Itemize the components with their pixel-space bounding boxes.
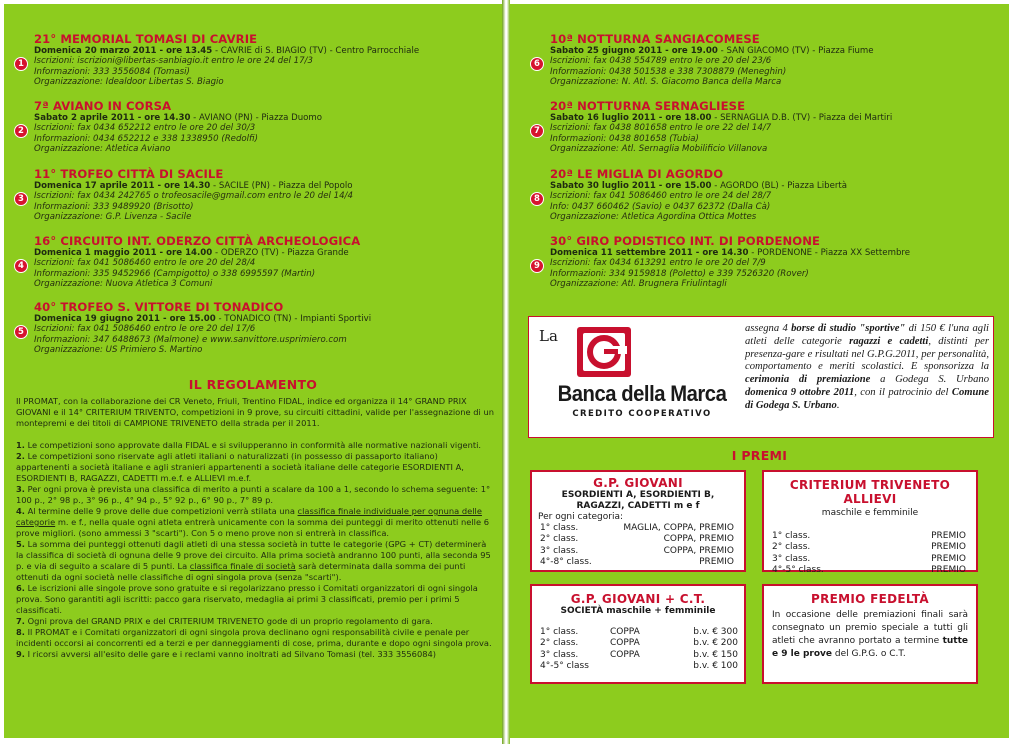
event-registration: Iscrizioni: iscrizioni@libertas-sanbiagio.it entro le ore 24 del 17/3 bbox=[34, 56, 313, 67]
event-registration: Iscrizioni: fax 041 5086460 entro le ore 24 del 28/7 bbox=[550, 191, 772, 202]
event-organization: Organizzazione: Atletica Agordina Ottica Mottes bbox=[550, 212, 757, 223]
event-8 bbox=[534, 167, 1009, 223]
rule-item: 1. Le competizioni sono approvate dalla FIDAL e si svilupperanno in conformità alle normative nazionali vigenti. bbox=[16, 440, 482, 450]
prize-box-gp-giovani bbox=[530, 470, 746, 572]
event-title: 30° GIRO PODISTICO INT. DI PORDENONE bbox=[550, 234, 821, 248]
event-date-place bbox=[550, 46, 1009, 56]
rule-item: 8. Il PROMAT e i Comitati organizzatori di ogni singola prova declinano ogni responsabilità civile e penale per incidenti occorsi ai concorrenti ed a terzi e per danneggiamenti di cose, prima, durante e dopo ogni singola prova. bbox=[16, 627, 492, 648]
sponsor-description: assegna 4 borse di studio "sportive" di 150 € l'una agli atleti delle categorie ragazzi e cadetti, distinti per presenza-gare e risultati nel G.P.G.2011, per personalità, comportamento e meriti scolastici. E sponsorizza la cerimonia di premiazione a Godega S. Urbano domenica 9 ottobre 2011, con il patrocinio del Comune di Godega S. Urbano. bbox=[745, 323, 989, 411]
event-place: - AGORDO (BL) - Piazza Libertà bbox=[711, 181, 848, 191]
event-registration: Iscrizioni: fax 041 5086460 entro le ore 20 del 28/4 bbox=[34, 258, 256, 269]
premi-title: I PREMI bbox=[731, 448, 788, 463]
event-date: Sabato 16 luglio 2011 - ore 18.00 bbox=[550, 113, 712, 123]
event-date: Domenica 19 giugno 2011 - ore 15.00 bbox=[34, 314, 216, 324]
sponsor-subtitle: CREDITO COOPERATIVO bbox=[572, 409, 712, 419]
event-3 bbox=[18, 167, 494, 223]
event-info: Informazioni: 334 9159818 (Poletto) e 339 7526320 (Rover) bbox=[550, 268, 809, 279]
prize-row: 3° class. PREMIO bbox=[772, 553, 966, 564]
event-title: 20ª NOTTURNA SERNAGLIESE bbox=[550, 99, 746, 113]
prize-subtitle: SOCIETÀ maschile + femminile bbox=[560, 606, 716, 616]
prize-title: CRITERIUM TRIVENETO ALLIEVI bbox=[789, 478, 951, 506]
event-registration: Iscrizioni: fax 041 5086460 entro le ore 20 del 17/6 bbox=[34, 324, 256, 335]
event-date-place bbox=[34, 248, 494, 258]
prize-box-criterium bbox=[762, 470, 978, 576]
event-organization: Organizzazione: Atletica Aviano bbox=[34, 144, 171, 155]
event-date: Sabato 2 aprile 2011 - ore 14.30 bbox=[34, 113, 191, 123]
event-date-place bbox=[34, 181, 494, 191]
event-title: 10ª NOTTURNA SANGIACOMESE bbox=[550, 32, 760, 46]
page-fold bbox=[502, 0, 510, 744]
event-date-place bbox=[34, 113, 494, 123]
event-place: - AVIANO (PN) - Piazza Duomo bbox=[190, 113, 323, 123]
event-info: Informazioni: 0438 501538 e 338 7308879 (Meneghin) bbox=[550, 66, 787, 77]
event-info: Informazioni: 0438 801658 (Tubia) bbox=[550, 133, 699, 144]
event-info: Informazioni: 347 6488673 (Malmone) e www.sanvittore.usprimiero.com bbox=[34, 334, 347, 345]
rule-item: 6. Le iscrizioni alle singole prove sono gratuite e si regolarizzano presso i Comitati organizzatori di ogni singola prova. Sono garantiti agli iscritti: pacco gara riservato, medaglia ai primi 3 classificati, premio per i primi 5 classificati. bbox=[16, 583, 478, 615]
prize-description: In occasione delle premiazioni finali sarà consegnato un premio speciale a tutti gli atleti che avranno portato a termine tutte e 9 le prove del G.P.G. o C.T. bbox=[772, 610, 968, 659]
event-date: Domenica 11 settembre 2011 - ore 14.30 bbox=[550, 248, 749, 258]
prize-box-fedelta bbox=[762, 584, 978, 684]
regolamento-intro: Il PROMAT, con la collaborazione dei CR Veneto, Friuli, Trentino FIDAL, indice ed organizza il 14° GRAND PRIX GIOVANI e il 14° CRITERIUM TRIVENTO, competizioni in 9 prove, su circuiti cittadini, valide per l'assegnazione di un montepremi e dei titoli di CAMPIONE TRIVENETO della strada per il 2011. bbox=[16, 396, 494, 428]
event-number-badge: 8 bbox=[530, 192, 544, 206]
event-registration: Iscrizioni: fax 0438 554789 entro le ore 20 del 23/6 bbox=[550, 56, 772, 67]
event-info: Informazioni: 0434 652212 e 338 1338950 (Redolfi) bbox=[34, 133, 258, 144]
event-registration: Iscrizioni: fax 0438 801658 entro le ore 22 del 14/7 bbox=[550, 123, 772, 134]
prize-title: PREMIO FEDELTÀ bbox=[811, 592, 929, 606]
event-number-badge: 4 bbox=[14, 259, 28, 273]
prize-row: 1° class. COPPA b.v. € 300 bbox=[540, 627, 738, 637]
event-place: - CAVRIE di S. BIAGIO (TV) - Centro Parrocchiale bbox=[212, 46, 420, 56]
event-number-badge: 3 bbox=[14, 192, 28, 206]
event-date: Sabato 30 luglio 2011 - ore 15.00 bbox=[550, 181, 712, 191]
event-6 bbox=[534, 32, 1009, 88]
rule-item: 3. Per ogni prova è prevista una classifica di merito a punti a scalare da 100 a 1, secondo lo schema seguente: 1° 100 p., 2° 98 p., 3° 96 p., 4° 94 p., 5° 92 p., 6° 90 p., 7° 89 p. bbox=[16, 484, 491, 505]
event-organization: Organizzazione: Atl. Sernaglia Mobilificio Villanova bbox=[550, 144, 768, 155]
event-date-place bbox=[34, 314, 494, 324]
prize-row: 4°-5° class b.v. € 100 bbox=[540, 661, 738, 672]
event-9 bbox=[534, 234, 1009, 290]
event-number-badge: 6 bbox=[530, 57, 544, 71]
event-title: 21° MEMORIAL TOMASI DI CAVRIE bbox=[34, 32, 258, 46]
right-page bbox=[510, 4, 1009, 738]
prize-categories-line1: ESORDIENTI A, ESORDIENTI B, bbox=[561, 490, 715, 500]
event-number-badge: 1 bbox=[14, 57, 28, 71]
event-date: Domenica 1 maggio 2011 - ore 14.00 bbox=[34, 248, 213, 258]
event-date: Sabato 25 giugno 2011 - ore 19.00 bbox=[550, 46, 718, 56]
prize-row: 2° class. PREMIO bbox=[772, 542, 966, 553]
prize-note: Per ogni categoria: bbox=[538, 512, 624, 522]
event-title: 40° TROFEO S. VITTORE DI TONADICO bbox=[34, 300, 284, 314]
prize-row: 3° class. COPPA, PREMIO bbox=[540, 545, 734, 556]
event-date-place bbox=[34, 46, 494, 56]
rule-item: 7. Ogni prova del GRAND PRIX e del CRITERIUM TRIVENETO gode di un proprio regolamento di gara. bbox=[16, 616, 433, 626]
prize-row: 4°-8° class. PREMIO bbox=[540, 557, 734, 568]
prize-row: 1° class. PREMIO bbox=[772, 531, 966, 541]
event-number-badge: 7 bbox=[530, 124, 544, 138]
rule-item: 4. Al termine delle 9 prove delle due competizioni verrà stilata una classifica finale individuale per ognuna delle categorie m. e f., nella quale ogni atleta entrerà unicamente con la somma dei punteggi di merito ottenuti nelle 6 prove migliori. (sono ammessi 3 "scarti"). Con 5 o meno prove non si entrerà in classifica. bbox=[16, 506, 489, 538]
prize-row: 3° class. COPPA b.v. € 150 bbox=[540, 649, 738, 660]
sponsor-la: La bbox=[539, 327, 558, 345]
prize-title: G.P. GIOVANI + C.T. bbox=[570, 592, 706, 606]
event-place: - ODERZO (TV) - Piazza Grande bbox=[212, 248, 349, 258]
left-page bbox=[4, 4, 502, 738]
event-organization: Organizzazione: N. Atl. S. Giacomo Banca della Marca bbox=[550, 77, 782, 88]
event-registration: Iscrizioni: fax 0434 242765 o trofeosacile@gmail.com entro le 20 del 14/4 bbox=[34, 191, 353, 202]
regolamento-list bbox=[16, 440, 494, 660]
event-number-badge: 9 bbox=[530, 259, 544, 273]
event-registration: Iscrizioni: fax 0434 613291 entro le ore 20 del 7/9 bbox=[550, 258, 766, 269]
event-date-place bbox=[550, 181, 1009, 191]
regolamento-title: IL REGOLAMENTO bbox=[188, 377, 318, 392]
event-place: - PORDENONE - Piazza XX Settembre bbox=[748, 248, 911, 258]
event-date-place bbox=[550, 248, 1009, 258]
prize-categories-line2: RAGAZZI, CADETTI m e f bbox=[576, 501, 700, 511]
rule-item: 2. Le competizioni sono riservate agli atleti italiani o naturalizzati (in possesso di passaporto italiano) appartenenti a società italiane e agli stranieri appartenenti a società italiane delle categorie ESORDIENTI A, ESORDIENTI B, RAGAZZI, CADETTI m.e.f. e ALLIEVI m.e.f. bbox=[16, 451, 464, 483]
prize-title: G.P. GIOVANI bbox=[593, 476, 683, 490]
event-date: Domenica 20 marzo 2011 - ore 13.45 bbox=[34, 46, 213, 56]
event-title: 20ª LE MIGLIA DI AGORDO bbox=[550, 167, 724, 181]
event-registration: Iscrizioni: fax 0434 652212 entro le ore 20 del 30/3 bbox=[34, 123, 256, 134]
event-organization: Organizzazione: Atl. Brugnera Friulintagli bbox=[550, 279, 727, 290]
event-2 bbox=[18, 99, 494, 155]
event-4 bbox=[18, 234, 494, 290]
event-title: 7ª AVIANO IN CORSA bbox=[34, 99, 172, 113]
event-number-badge: 5 bbox=[14, 325, 28, 339]
event-title: 16° CIRCUITO INT. ODERZO CITTÀ ARCHEOLOGICA bbox=[34, 234, 361, 248]
prize-subtitle: maschile e femminile bbox=[821, 508, 919, 518]
event-date-place bbox=[550, 113, 1009, 123]
sponsor-name: Banca della Marca bbox=[557, 381, 727, 406]
event-title: 11° TROFEO CITTÀ DI SACILE bbox=[34, 167, 224, 181]
sponsor-box bbox=[528, 316, 994, 438]
prize-row: 4°-5° class. PREMIO bbox=[772, 565, 966, 576]
prize-row: 1° class. MAGLIA, COPPA, PREMIO bbox=[540, 523, 734, 533]
event-info: Informazioni: 333 3556084 (Tomasi) bbox=[34, 66, 190, 77]
event-info: Informazioni: 335 9452966 (Campigotto) o 338 6995597 (Martin) bbox=[34, 268, 316, 279]
rule-item: 9. I ricorsi avversi all'esito delle gare e i reclami vanno inoltrati ad Silvano Tomasi (tel. 333 3556084) bbox=[16, 649, 437, 659]
bank-logo-icon bbox=[575, 325, 633, 379]
event-place: - SERNAGLIA D.B. (TV) - Piazza dei Martiri bbox=[711, 113, 893, 123]
event-place: - SACILE (PN) - Piazza del Popolo bbox=[210, 181, 353, 191]
prize-row: 2° class. COPPA b.v. € 200 bbox=[540, 638, 738, 649]
event-1 bbox=[18, 32, 494, 88]
prize-box-gp-ct bbox=[530, 584, 746, 684]
event-organization: Organizzazione: G.P. Livenza - Sacile bbox=[34, 212, 192, 223]
event-number-badge: 2 bbox=[14, 124, 28, 138]
event-date: Domenica 17 aprile 2011 - ore 14.30 bbox=[34, 181, 211, 191]
rule-item: 5. La somma dei punteggi ottenuti dagli atleti di una stessa società in tutte le categorie (GPG + CT) determinerà la classifica di società di ognuna delle 9 prove dei circuito. Alla prima società andranno 100 punti, alla seconda 95 p. e via di seguito a scalare di 5 punti. La classifica finale di società sarà determinata dalla somma dei punti ottenuti da ogni società nelle classifiche di ogni singola prova (senza "scarti"). bbox=[16, 539, 491, 582]
prize-row: 2° class. COPPA, PREMIO bbox=[540, 534, 734, 545]
event-place: - SAN GIACOMO (TV) - Piazza Fiume bbox=[717, 46, 874, 56]
event-7 bbox=[534, 99, 1009, 155]
event-organization: Organizzazione: Idealdoor Libertas S. Biagio bbox=[34, 77, 224, 88]
event-place: - TONADICO (TN) - Impianti Sportivi bbox=[215, 314, 372, 324]
event-organization: Organizzazione: US Primiero S. Martino bbox=[34, 345, 203, 356]
event-organization: Organizzazione: Nuova Atletica 3 Comuni bbox=[34, 279, 213, 290]
event-5 bbox=[18, 300, 494, 356]
event-info: Informazioni: 333 9489920 (Brisotto) bbox=[34, 201, 194, 212]
event-info: Info: 0437 660462 (Savio) e 0437 62372 (Dalla Cà) bbox=[550, 201, 771, 212]
